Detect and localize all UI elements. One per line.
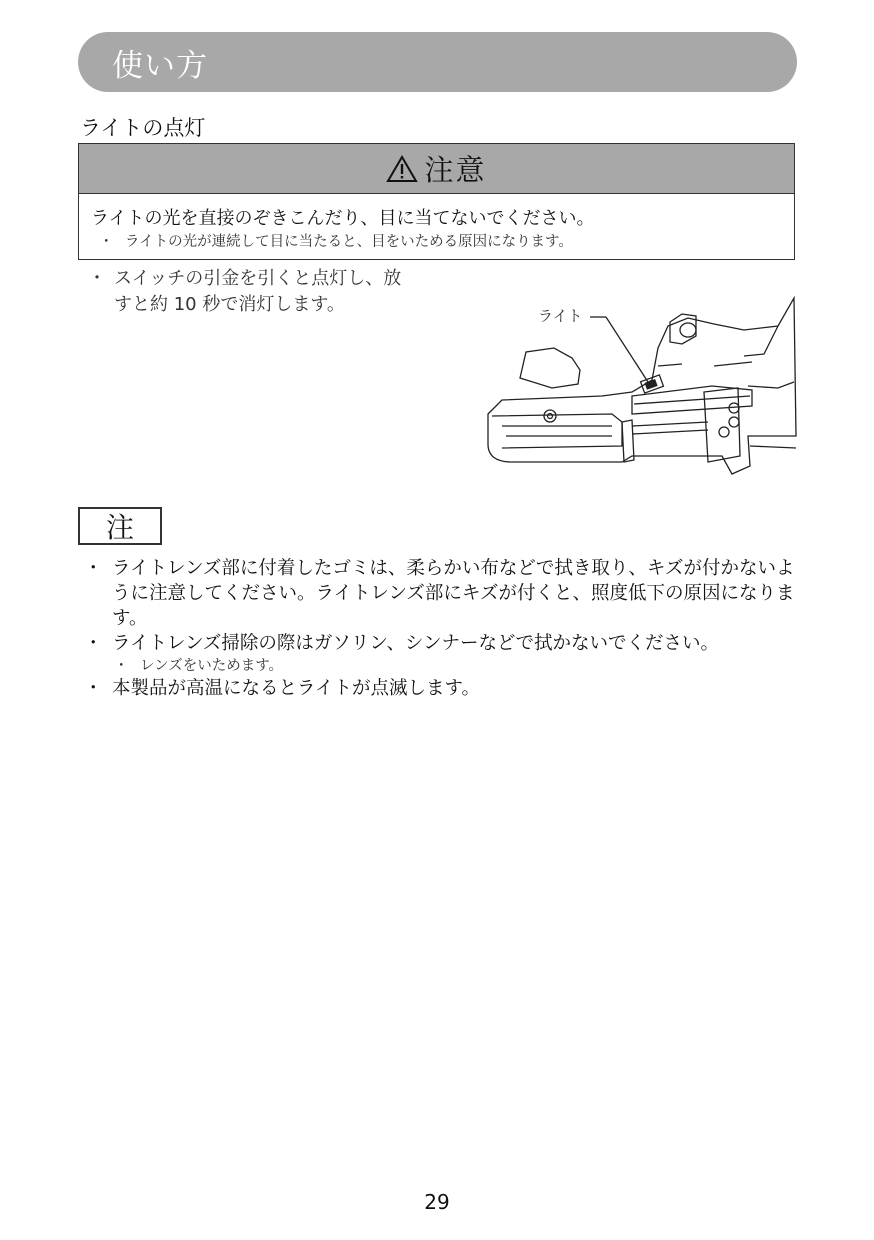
note-item-text: ライトレンズ掃除の際はガソリン、シンナーなどで拭かないでください。: [112, 633, 719, 654]
note-item-text: ライトレンズ部に付着したゴミは、柔らかい布などで拭き取り、キズが付かないように注意してください。ライトレンズ部にキズが付くと、照度低下の原因になります。: [112, 558, 795, 629]
caution-sub-label: ライトの光が連続して目に当たると、目をいためる原因になります。: [125, 234, 573, 250]
section-header: [78, 32, 797, 92]
note-title: 注: [105, 511, 134, 544]
caution-main-text: ライトの光を直接のぞきこんだり、目に当てないでください。: [91, 208, 595, 229]
section-title: ライトの点灯: [80, 116, 206, 140]
bullet-marker: ・: [99, 234, 114, 250]
note-list: [84, 556, 796, 701]
note-sub-item: [84, 656, 796, 676]
bullet-marker: ・: [84, 633, 103, 654]
note-item-text: 本製品が高温になるとライトが点滅します。: [112, 678, 480, 699]
list-item: [84, 676, 796, 701]
list-item: [84, 631, 796, 656]
list-item: [84, 556, 796, 631]
switch-line-2: すと約 10 秒で消灯します。: [114, 294, 345, 315]
switch-instruction: [88, 266, 401, 318]
bullet-marker: ・: [114, 658, 129, 674]
page-number: 29: [424, 1190, 450, 1214]
caution-sub-text: [99, 230, 573, 251]
light-callout-label: ライト: [538, 307, 583, 325]
page-title: 使い方: [112, 48, 208, 84]
caution-header: [79, 144, 794, 194]
note-sub-text: レンズをいためます。: [140, 658, 284, 674]
caution-title: 注意: [424, 153, 487, 187]
bullet-marker: ・: [84, 678, 103, 699]
switch-line-1: スイッチの引金を引くと点灯し、放: [114, 268, 402, 289]
caution-box: [78, 143, 795, 260]
bullet-marker: ・: [84, 558, 103, 579]
bullet-marker: ・: [88, 268, 106, 289]
tool-illustration: [482, 296, 798, 490]
warning-triangle-icon: [386, 155, 418, 183]
note-label-box: [78, 507, 162, 545]
